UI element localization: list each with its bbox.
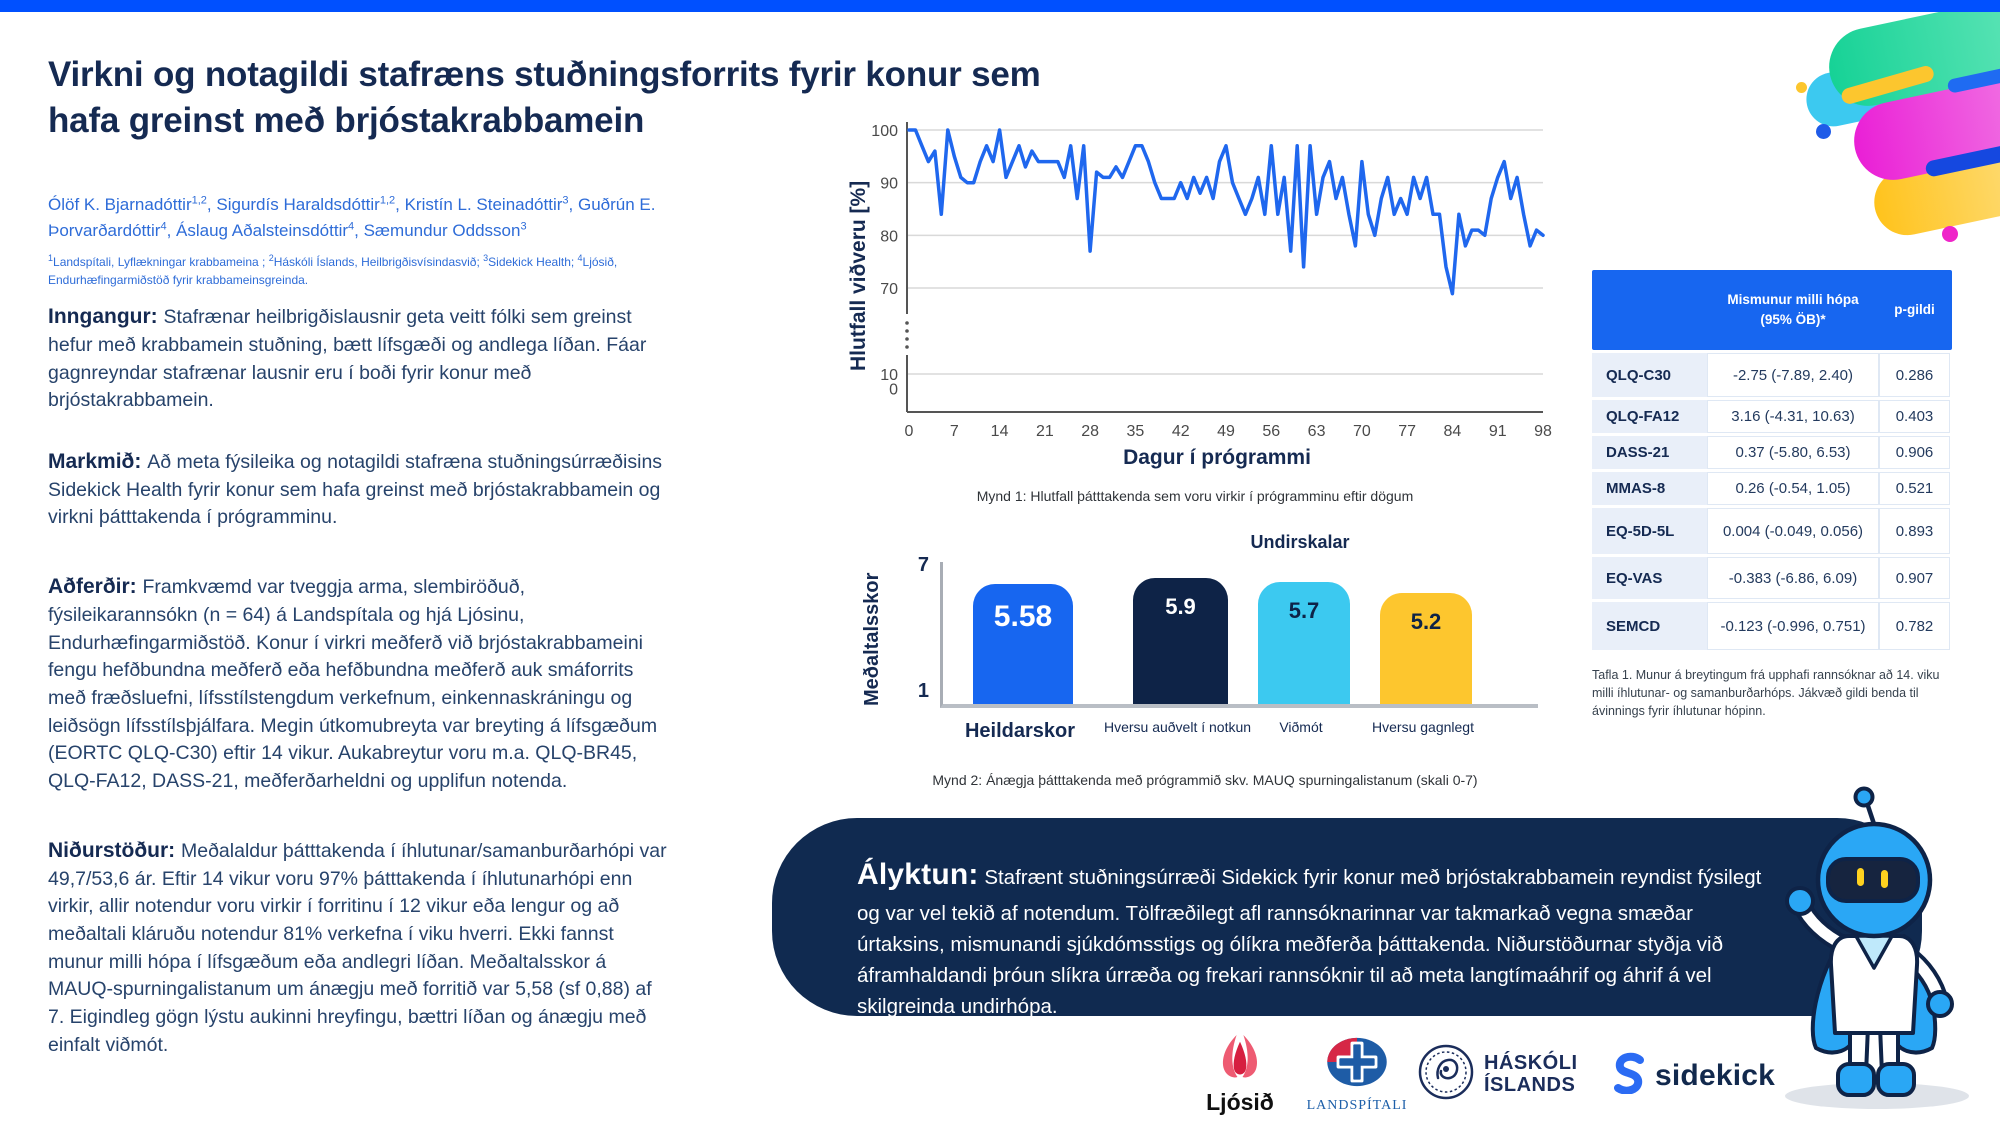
svg-text:80: 80 (880, 228, 898, 246)
bar-heildarskor (973, 584, 1073, 704)
svg-text:98: 98 (1534, 423, 1552, 440)
robot-mascot-illustration (1752, 786, 1997, 1121)
table-cell: 0.907 (1879, 557, 1950, 599)
bar-vi-m-t (1258, 582, 1350, 704)
svg-text:10: 10 (880, 367, 898, 384)
table-row (1592, 400, 1952, 433)
authors: Ólöf K. Bjarnadóttir$^{1,2}$, Sigurdís Haraldsdóttir$^{1,2}$, Kristín L. Steinadóttir$^3$, Guðrún E. Þorvarðardóttir$^4$, Áslaug Aðalsteinsdóttir$^4$, Sæmundur Oddsson$^3$ (48, 194, 656, 241)
table-row (1592, 557, 1952, 599)
top-accent-bar (0, 0, 2000, 12)
svg-text:90: 90 (880, 175, 898, 193)
figure1-activity-line-chart (845, 116, 1555, 516)
svg-text:7: 7 (949, 423, 959, 440)
figure2-plot (940, 562, 1538, 708)
svg-text:63: 63 (1307, 423, 1326, 440)
bar-value-label: 5.58 (993, 600, 1053, 634)
table1-header-diff: Mismunur milli hópa (95% ÖB)* (1727, 292, 1859, 327)
table-cell: 0.782 (1879, 602, 1950, 650)
landspitali-cross-icon (1324, 1036, 1390, 1093)
table-cell: 0.286 (1879, 353, 1950, 397)
table-cell: 0.906 (1879, 436, 1950, 469)
dot-magenta (1942, 226, 1958, 242)
table-row (1592, 472, 1952, 505)
haskoli-islands-seal-icon (1418, 1044, 1474, 1105)
figure2-caption: Mynd 2: Ánægja þátttakenda með prógrammið skv. MAUQ spurningalistanum (skali 0-7) (932, 772, 1478, 788)
logo-haskoli-islands (1418, 1044, 1578, 1105)
svg-text:0: 0 (889, 381, 898, 399)
figure2-y-tick-min: 1 (917, 680, 929, 702)
table-cell: 0.004 (-0.049, 0.056) (1707, 508, 1879, 554)
section-nidurstodur: Niðurstöður: Meðalaldur þátttakenda í íhlutunar/samanburðarhópi var 49,7/53,6 ár. Eftir 14 vikur voru 97% þátttakenda í íhlutunarhópi enn virkir, allir notendur voru virkir í forritinu í 12 vikur eða lengur og að meðaltali kláruðu notendur 81% verkefna í viku hverri. Ekki fannst munur milli hópa í lífsgæðum eða andlegri líðan. Meðaltalsskor á MAUQ-spurningalistanum um ánægju með forritið var 5,58 (sf 0,88) af 7. Eigindleg gögn lýstu aukinni hreyfingu, bættri líðan og ánægju með einfalt viðmót. (48, 838, 667, 1056)
conclusion-heading: Ályktun: (857, 858, 979, 891)
decorative-pills-graphic (1730, 12, 2000, 312)
section-markmid: Markmið: Að meta fýsileika og notagildi stafræna stuðningsúrræðisins Sidekick Health fyrir konur sem hafa greinst með brjóstakrabbamein og virkni þátttakenda í prógramminu. (48, 449, 663, 529)
figure1-y-axis-label: Hlutfall viðveru [%] (847, 180, 870, 372)
table-cell: 0.403 (1879, 400, 1950, 433)
table-row (1592, 353, 1952, 397)
ljosid-wordmark: Ljósið (1206, 1089, 1274, 1115)
svg-text:14: 14 (990, 423, 1009, 440)
section-inngangur: Inngangur: Stafrænar heilbrigðislausnir geta veitt fólki sem greinst hefur með krabbamein stuðning, bætt lífsgæði og andlega líðan. Fáar gagnreyndar stafrænar lausnir eru í boði fyrir konur með brjóstakrabbamein. (48, 305, 647, 412)
logo-landspitali (1294, 1036, 1420, 1114)
sidekick-droplet-icon (1612, 1052, 1646, 1099)
table1-body (1592, 353, 1952, 650)
bar-category-label: Viðmót (1279, 719, 1323, 735)
table-cell: -0.123 (-0.996, 0.751) (1707, 602, 1879, 650)
svg-text:70: 70 (1352, 423, 1371, 440)
svg-text:21: 21 (1035, 423, 1054, 440)
svg-text:56: 56 (1262, 423, 1281, 440)
svg-text:0: 0 (904, 423, 914, 440)
table-cell: -2.75 (-7.89, 2.40) (1707, 353, 1879, 397)
table-row (1592, 436, 1952, 469)
bar-hversu-gagnlegt (1380, 593, 1472, 704)
svg-text:28: 28 (1081, 423, 1100, 440)
bar-category-label: Hversu auðvelt í notkun (1103, 719, 1252, 735)
table-cell: -0.383 (-6.86, 6.09) (1707, 557, 1879, 599)
svg-text:100: 100 (871, 123, 898, 140)
table1-footnote: Tafla 1. Munur á breytingum frá upphafi rannsóknar að 14. viku milli íhlutunar- og samanburðarhóps. Jákvæð gildi benda til ávinnings fyrir íhlutunar hópinn. (1592, 668, 1940, 719)
figure2-subtitle: Undirskalar (1250, 532, 1350, 552)
svg-text:42: 42 (1171, 423, 1190, 440)
landspitali-wordmark: LANDSPÍTALI (1306, 1098, 1408, 1113)
haskoli-wordmark: HÁSKÓLI ÍSLANDS (1484, 1051, 1578, 1096)
conclusion-text: Stafrænt stuðningsúrræði Sidekick fyrir konur með brjóstakrabbamein reyndist fýsilegt og var vel tekið af notendum. Tölfræðilegt afl rannsóknarinnar var takmarkað vegna smæðar úrtaksins, mismunandi sjúkdómsstigs og ólíkra meðferða þátttakenda. Niðurstöðurnar styðja við áframhaldandi þróun slíkra úrræða og frekari rannsóknir til að meta langtímaáhrif og áhrif á vel skilgreinda undirhópa. (857, 866, 1762, 1019)
figure1-plot (857, 116, 1557, 446)
figure1-caption: Mynd 1: Hlutfall þátttakenda sem voru virkir í prógramminu eftir dögum (976, 488, 1414, 504)
table-cell: EQ-VAS (1592, 557, 1707, 599)
bar-value-label: 5.2 (1410, 608, 1442, 634)
dot-blue (1816, 124, 1831, 139)
table1-results (1592, 270, 1952, 720)
figure1-x-axis-label: Dagur í prógrammi (1123, 446, 1311, 469)
table-cell: 0.893 (1879, 508, 1950, 554)
table-cell: 0.37 (-5.80, 6.53) (1707, 436, 1879, 469)
bar-category-label: Hversu gagnlegt (1372, 719, 1474, 735)
table-cell: SEMCD (1592, 602, 1707, 650)
poster-title: Virkni og notagildi stafræns stuðningsforrits fyrir konur sem hafa greinst með brjóstakrabbamein (48, 55, 1041, 141)
bar-value-label: 5.7 (1288, 597, 1320, 623)
svg-text:84: 84 (1443, 423, 1462, 440)
table-row (1592, 508, 1952, 554)
table-cell: QLQ-C30 (1592, 353, 1707, 397)
table-cell: EQ-5D-5L (1592, 508, 1707, 554)
table-cell: 0.26 (-0.54, 1.05) (1707, 472, 1879, 505)
logo-ljosid (1185, 1030, 1295, 1116)
affiliations: $^1$Landspítali, Lyflækningar krabbameina ; $^2$Háskóli Íslands, Heilbrigðisvísindasvið; $^3$Sidekick Health; $^4$Ljósið, Endurhæfingarmiðstöð fyrir krabbameinsgreinda. (48, 253, 618, 287)
table-cell: DASS-21 (1592, 436, 1707, 469)
table-cell: MMAS-8 (1592, 472, 1707, 505)
table-cell: QLQ-FA12 (1592, 400, 1707, 433)
svg-text:35: 35 (1126, 423, 1145, 440)
table-row (1592, 602, 1952, 650)
bar-hversu-au-velt-notkun (1133, 578, 1228, 704)
dot-yellow (1796, 82, 1807, 93)
table1-header-pvalue: p-gildi (1894, 302, 1935, 318)
sidekick-wordmark: sidekick (1655, 1058, 1776, 1092)
logo-sidekick (1612, 1052, 1775, 1099)
figure2-category-labels (940, 718, 1535, 764)
bar-category-label: Heildarskor (964, 720, 1076, 742)
svg-text:70: 70 (880, 281, 898, 298)
conclusion-box (772, 818, 1922, 1019)
ljosid-flame-icon (1214, 1030, 1266, 1087)
figure2-y-axis-label: Meðaltalsskor (861, 572, 883, 706)
figure2-y-tick-max: 7 (917, 554, 929, 576)
abstract-sections (48, 302, 668, 1091)
svg-text:77: 77 (1398, 423, 1417, 440)
table1-header-row (1592, 270, 1952, 350)
bar-value-label: 5.9 (1165, 593, 1196, 619)
figure2-mauq-bar-chart (845, 532, 1565, 802)
table-cell: 3.16 (-4.31, 10.63) (1707, 400, 1879, 433)
table-cell: 0.521 (1879, 472, 1950, 505)
section-adferdir: Aðferðir: Framkvæmd var tveggja arma, slembiröðuð, fýsileikarannsókn (n = 64) á Landspítala og hjá Ljósinu, Endurhæfingarmiðstöð. Konur í virkri meðferð við brjóstakrabbameini fengu hefðbundna meðferð eða hefðbundna meðferð auk smáforrits með fræðsluefni, lífsstílstengdum verkefnum, einkennaskráningu og leiðsögn lífsstílsþjálfara. Megin útkomubreyta var breyting á lífsgæðum (EORTC QLQ-C30) eftir 14 vikur. Aukabreytur voru m.a. QLQ-BR45, QLQ-FA12, DASS-21, meðferðarheldni og upplifun notenda. (48, 575, 658, 792)
table1-header-empty (1592, 270, 1707, 350)
svg-text:49: 49 (1217, 423, 1235, 440)
svg-text:91: 91 (1488, 423, 1507, 440)
